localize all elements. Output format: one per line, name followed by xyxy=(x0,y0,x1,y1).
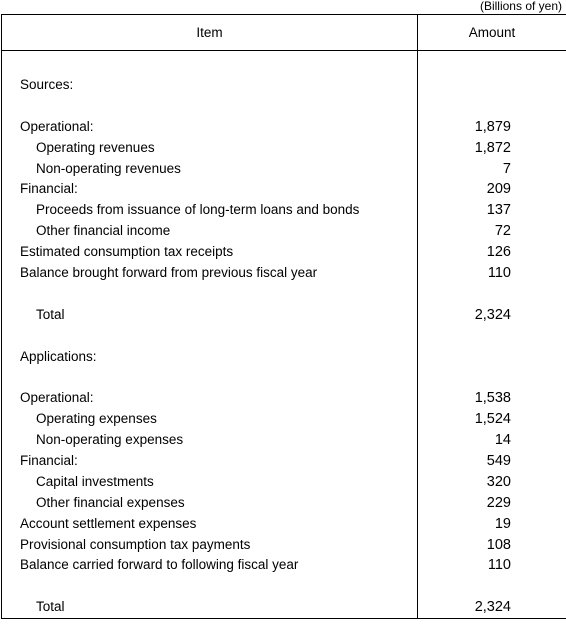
amount-value: 2,324 xyxy=(474,306,511,323)
item-column-header: Item xyxy=(2,15,418,51)
item-label: Non-operating revenues xyxy=(36,160,181,176)
amount-rows xyxy=(418,51,566,618)
spacer-row xyxy=(2,284,417,305)
item-label: Financial: xyxy=(20,181,78,197)
amount-value: 320 xyxy=(486,473,511,490)
amount-value: 549 xyxy=(486,453,511,470)
spacer-row xyxy=(418,96,566,117)
amount-column-header: Amount xyxy=(418,15,566,51)
spacer-row xyxy=(2,326,417,347)
amount-value: 1,524 xyxy=(474,411,511,428)
amount-value: 1,879 xyxy=(474,118,511,135)
amount-value: 7 xyxy=(502,160,511,177)
amount-column xyxy=(418,51,566,619)
item-label: Balance carried forward to following fiscal year xyxy=(20,557,299,573)
amount-value: 209 xyxy=(486,181,511,198)
header-row xyxy=(2,15,566,51)
amount-value: 1,538 xyxy=(474,390,511,407)
spacer-row xyxy=(2,96,417,117)
spacer-row xyxy=(2,367,417,388)
item-label: Total xyxy=(36,599,65,615)
amount-value: 1,872 xyxy=(474,139,511,156)
amount-value: 137 xyxy=(486,202,511,219)
spacer-row xyxy=(418,576,566,597)
item-label: Total xyxy=(36,306,65,322)
amount-value: 2,324 xyxy=(474,599,511,616)
spacer-row xyxy=(418,75,566,96)
item-label: Non-operating expenses xyxy=(36,432,184,448)
item-label: Other financial expenses xyxy=(36,494,185,510)
amount-value: 126 xyxy=(486,244,511,261)
item-label: Sources: xyxy=(20,77,74,92)
item-label: Financial: xyxy=(20,453,78,469)
amount-value: 110 xyxy=(487,265,511,282)
spacer-row xyxy=(418,347,566,368)
item-label: Account settlement expenses xyxy=(20,515,197,531)
spacer-row xyxy=(418,284,566,305)
item-label: Operating revenues xyxy=(36,139,155,155)
item-label: Operational: xyxy=(20,390,94,406)
sources-applications-table xyxy=(1,14,566,619)
item-label: Applications: xyxy=(20,348,97,364)
item-label: Operating expenses xyxy=(36,411,157,427)
body-row xyxy=(2,51,566,619)
item-label: Operational: xyxy=(20,118,94,134)
amount-value: 14 xyxy=(494,432,511,449)
item-column xyxy=(2,51,418,619)
item-label: Capital investments xyxy=(36,473,154,489)
spacer-row xyxy=(2,576,417,597)
item-label: Other financial income xyxy=(36,223,171,239)
amount-value: 229 xyxy=(486,494,511,511)
spacer-row xyxy=(418,326,566,347)
unit-note: (Billions of yen) xyxy=(479,0,562,13)
item-label: Provisional consumption tax payments xyxy=(20,536,251,552)
amount-value: 19 xyxy=(494,515,511,532)
amount-value: 108 xyxy=(486,536,511,553)
amount-value: 72 xyxy=(494,223,511,240)
item-rows xyxy=(2,51,417,618)
item-label: Balance brought forward from previous fiscal year xyxy=(20,265,318,281)
item-label: Estimated consumption tax receipts xyxy=(20,244,234,260)
item-label: Proceeds from issuance of long-term loans and bonds xyxy=(36,202,360,218)
amount-value: 110 xyxy=(487,557,511,574)
spacer-row xyxy=(418,367,566,388)
